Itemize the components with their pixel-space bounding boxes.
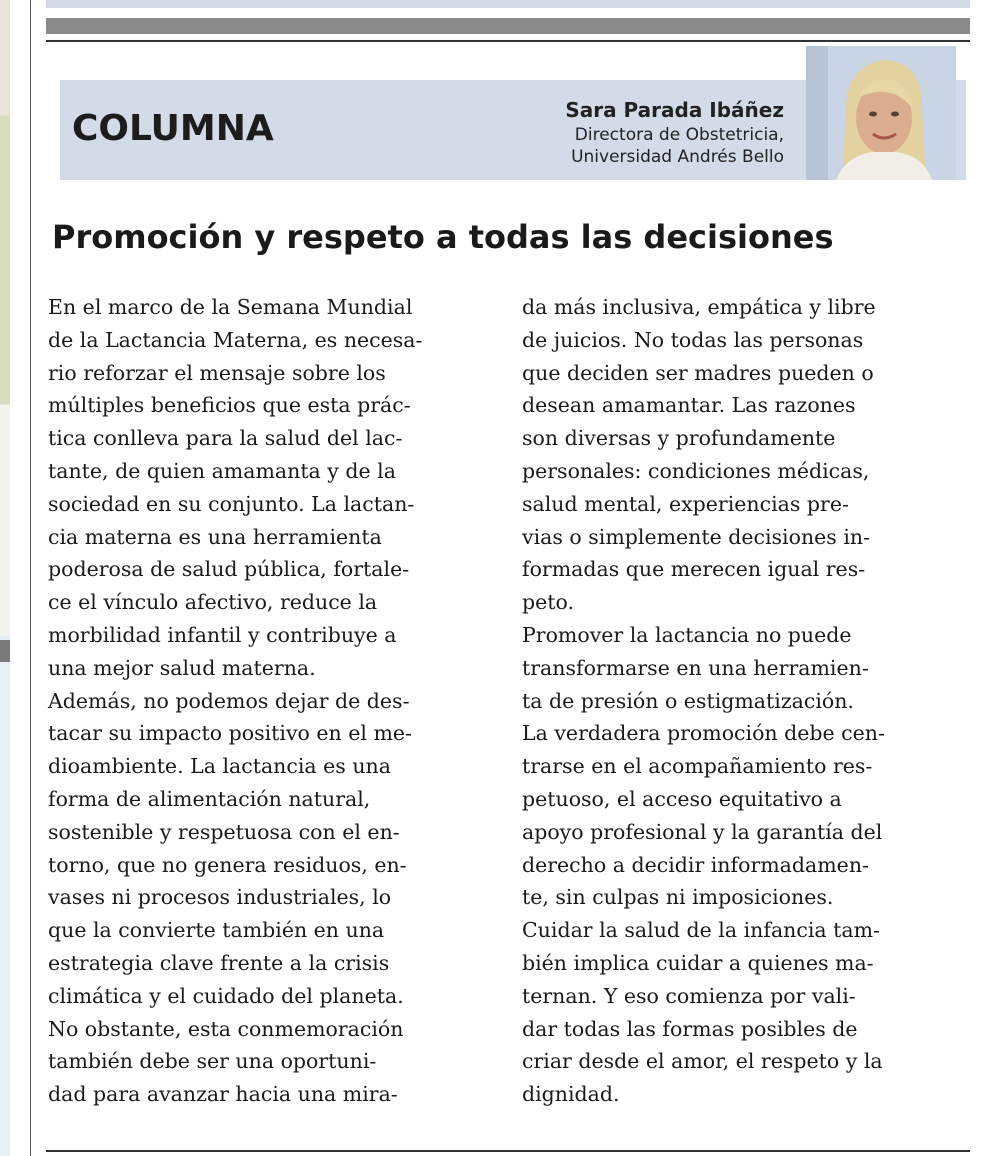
- body-text-line: cia materna es una herramienta: [48, 524, 382, 549]
- body-text-line: trarse en el acompañamiento res-: [522, 754, 873, 779]
- top-thick-rule: [46, 18, 970, 34]
- body-text-line: poderosa de salud pública, fortale-: [48, 557, 410, 582]
- body-text-line: Cuidar la salud de la infancia tam-: [522, 918, 880, 943]
- body-text-line: criar desde el amor, el respeto y la: [522, 1049, 883, 1074]
- body-text-line: desean amamantar. Las razones: [522, 393, 856, 418]
- top-color-band: [46, 0, 970, 8]
- body-text-line: En el marco de la Semana Mundial: [48, 295, 413, 319]
- body-text-line: ce el vínculo afectivo, reduce la: [48, 590, 378, 615]
- body-text-line: No obstante, esta conmemoración: [48, 1016, 404, 1041]
- top-thin-rule: [46, 40, 970, 42]
- author-name: Sara Parada Ibáñez: [565, 98, 784, 122]
- body-text-line: estrategia clave frente a la crisis: [48, 950, 390, 975]
- body-text-line: torno, que no genera residuos, en-: [48, 852, 407, 877]
- body-text-line: son diversas y profundamente: [522, 426, 836, 451]
- body-text-line: tica conlleva para la salud del lac-: [48, 426, 403, 451]
- author-block: [565, 96, 784, 168]
- body-text-line: transformarse en una herramien-: [522, 655, 869, 680]
- body-text-line: te, sin culpas ni imposiciones.: [522, 885, 834, 910]
- body-text-line: bién implica cuidar a quienes ma-: [522, 950, 874, 975]
- body-text-line: Además, no podemos dejar de des-: [48, 688, 410, 713]
- body-text-line: dar todas las formas posibles de: [522, 1016, 858, 1041]
- adjacent-page-bar: [0, 640, 10, 662]
- body-text-line: sostenible y respetuosa con el en-: [48, 819, 400, 844]
- body-text-line: La verdadera promoción debe cen-: [522, 721, 885, 746]
- body-text-line: dignidad.: [522, 1082, 620, 1107]
- body-text-line: múltiples beneficios que esta prác-: [48, 393, 411, 418]
- body-text-line: personales: condiciones médicas,: [522, 458, 870, 483]
- body-text-line: formadas que merecen igual res-: [522, 557, 866, 582]
- body-text-line: dioambiente. La lactancia es una: [48, 754, 391, 779]
- body-text-line: peto.: [522, 590, 574, 615]
- body-text-line: vias o simplemente decisiones in-: [522, 524, 871, 549]
- body-text-line: que deciden ser madres pueden o: [522, 360, 874, 385]
- body-text-line: de juicios. No todas las personas: [522, 327, 864, 352]
- article-headline: Promoción y respeto a todas las decisiones: [52, 218, 834, 256]
- body-text-line: de la Lactancia Materna, es necesa-: [48, 327, 423, 352]
- body-text-line: petuoso, el acceso equitativo a: [522, 786, 842, 811]
- body-text-line: climática y el cuidado del planeta.: [48, 983, 404, 1008]
- body-text-line: derecho a decidir informadamen-: [522, 852, 869, 877]
- body-text-line: rio reforzar el mensaje sobre los: [48, 360, 386, 385]
- body-column-right: [522, 291, 968, 1111]
- body-text-line: tacar su impacto positivo en el me-: [48, 721, 412, 746]
- section-label: COLUMNA: [72, 108, 274, 149]
- author-portrait-icon: [806, 46, 956, 180]
- author-photo: [806, 46, 956, 180]
- author-role-line2: Universidad Andrés Bello: [571, 147, 784, 167]
- bottom-rule: [46, 1150, 970, 1152]
- body-text-line: apoyo profesional y la garantía del: [522, 819, 883, 844]
- body-text-line: vases ni procesos industriales, lo: [48, 885, 392, 910]
- body-text-line: Promover la lactancia no puede: [522, 622, 852, 647]
- body-text-line: dad para avanzar hacia una mira-: [48, 1082, 398, 1107]
- body-column-left: [48, 291, 508, 1111]
- body-text-line: ta de presión o estigmatización.: [522, 688, 854, 713]
- body-text-line: que la convierte también en una: [48, 918, 385, 943]
- body-text-line: una mejor salud materna.: [48, 655, 316, 680]
- body-text-line: morbilidad infantil y contribuye a: [48, 622, 397, 647]
- body-text-line: ternan. Y eso comienza por vali-: [522, 983, 856, 1008]
- author-role-line1: Directora de Obstetricia,: [574, 125, 784, 145]
- body-text-line: forma de alimentación natural,: [48, 786, 371, 811]
- body-text-line: salud mental, experiencias pre-: [522, 491, 849, 516]
- body-text-line: tante, de quien amamanta y de la: [48, 458, 396, 483]
- adjacent-page-strip: [0, 0, 10, 1156]
- column-divider: [30, 0, 31, 1156]
- body-text-line: también debe ser una oportuni-: [48, 1049, 377, 1074]
- body-text-line: da más inclusiva, empática y libre: [522, 295, 876, 319]
- body-text-line: sociedad en su conjunto. La lactan-: [48, 491, 415, 516]
